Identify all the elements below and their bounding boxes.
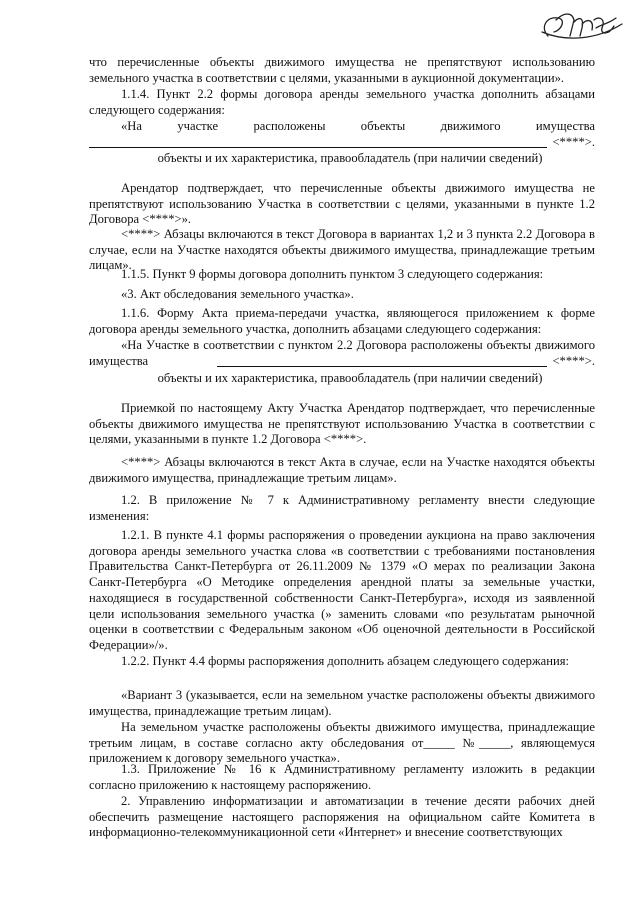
paragraph-1: что перечисленные объекты движимого имущества не препятствуют использованию земельного участка в соответствии с целями, указанными в аукционной документации». [89, 55, 595, 85]
paragraph-2: 1.1.4. Пункт 2.2 формы договора аренды земельного участка дополнить абзацами следующего содержания: [89, 87, 595, 117]
paragraph-14: 1.2. В приложение № 7 к Административному регламенту внести следующие изменения: [89, 493, 595, 523]
caption-1: объекты и их характеристика, правообладатель (при наличии сведений) [157, 151, 543, 165]
paragraph-3-end: <****>. [552, 135, 595, 149]
paragraph-3: «На участке расположены объекты движимого имущества [121, 119, 595, 133]
paragraph-5: Арендатор подтверждает, что перечисленные объекты движимого имущества не препятствуют использованию Участка в соответствии с целями, указанными в пункте 1.2 Договора <****>». [89, 181, 595, 227]
paragraph-19: 1.3. Приложение № 16 к Административному регламенту изложить в редакции согласно приложению к настоящему распоряжению. [89, 762, 595, 792]
paragraph-6: <****> Абзацы включаются в текст Договора в вариантах 1,2 и 3 пункта 2.2 Договора в случае, если на Участке находятся объекты движимого имущества, принадлежащие третьим лицам». [89, 227, 595, 273]
paragraph-16: 1.2.2. Пункт 4.4 формы распоряжения дополнить абзацем следующего содержания: [121, 654, 570, 668]
paragraph-15: 1.2.1. В пункте 4.1 формы распоряжения о проведении аукциона на право заключения договора аренды земельного участка слова «в соответствии с требованиями постановления Правительства Санкт-Петербурга от 26.11.2009 № 1379 «О мерах по реализации Закона Санкт-Петербурга «О Методике определения арендной платы за земельные участки, находящиеся в государственной собственности Санкт-Петербурга», исходя из заявленной цели использования земельного участка (» заменить словами «по результатам рыночной оценки в соответствии с Федеральным законом «Об оценочной деятельности в Российской Федерации»/». [89, 528, 595, 652]
paragraph-10: «На Участке в соответствии с пунктом 2.2 Договора расположены объекты движимого имущества [89, 338, 595, 368]
paragraph-8: «3. Акт обследования земельного участка». [121, 287, 354, 301]
paragraph-9: 1.1.6. Форму Акта приема-передачи участка, являющегося приложением к форме договора аренды земельного участка, дополнить абзацами следующего содержания: [89, 306, 595, 336]
caption-2: объекты и их характеристика, правообладатель (при наличии сведений) [157, 371, 543, 385]
paragraph-17: «Вариант 3 (указывается, если на земельном участке расположены объекты движимого имущества, принадлежащие третьим лицам). [89, 688, 595, 718]
paragraph-7: 1.1.5. Пункт 9 формы договора дополнить пунктом 3 следующего содержания: [121, 267, 544, 281]
paragraph-10-end: <****>. [552, 354, 595, 368]
paragraph-13: <****> Абзацы включаются в текст Акта в случае, если на Участке находятся объекты движимого имущества, принадлежащие третьим лицам». [89, 455, 595, 485]
paragraph-18: На земельном участке расположены объекты движимого имущества, принадлежащие третьим лицам, в составе согласно акту обследования от_____ №_____, являющемуся приложением к договору земельного участка». [89, 720, 595, 766]
signature-mark [536, 6, 626, 46]
paragraph-12: Приемкой по настоящему Акту Участка Арендатор подтверждает, что перечисленные объекты движимого имущества не препятствуют использованию Участка в соответствии с целями, указанными в пункте 1.2 Договора <****>. [89, 401, 595, 447]
paragraph-20: 2. Управлению информатизации и автоматизации в течение десяти рабочих дней обеспечить размещение настоящего распоряжения на официальном сайте Комитета в информационно-телекоммуникационной сети «Интернет» и внесение соответствующих [89, 794, 595, 840]
